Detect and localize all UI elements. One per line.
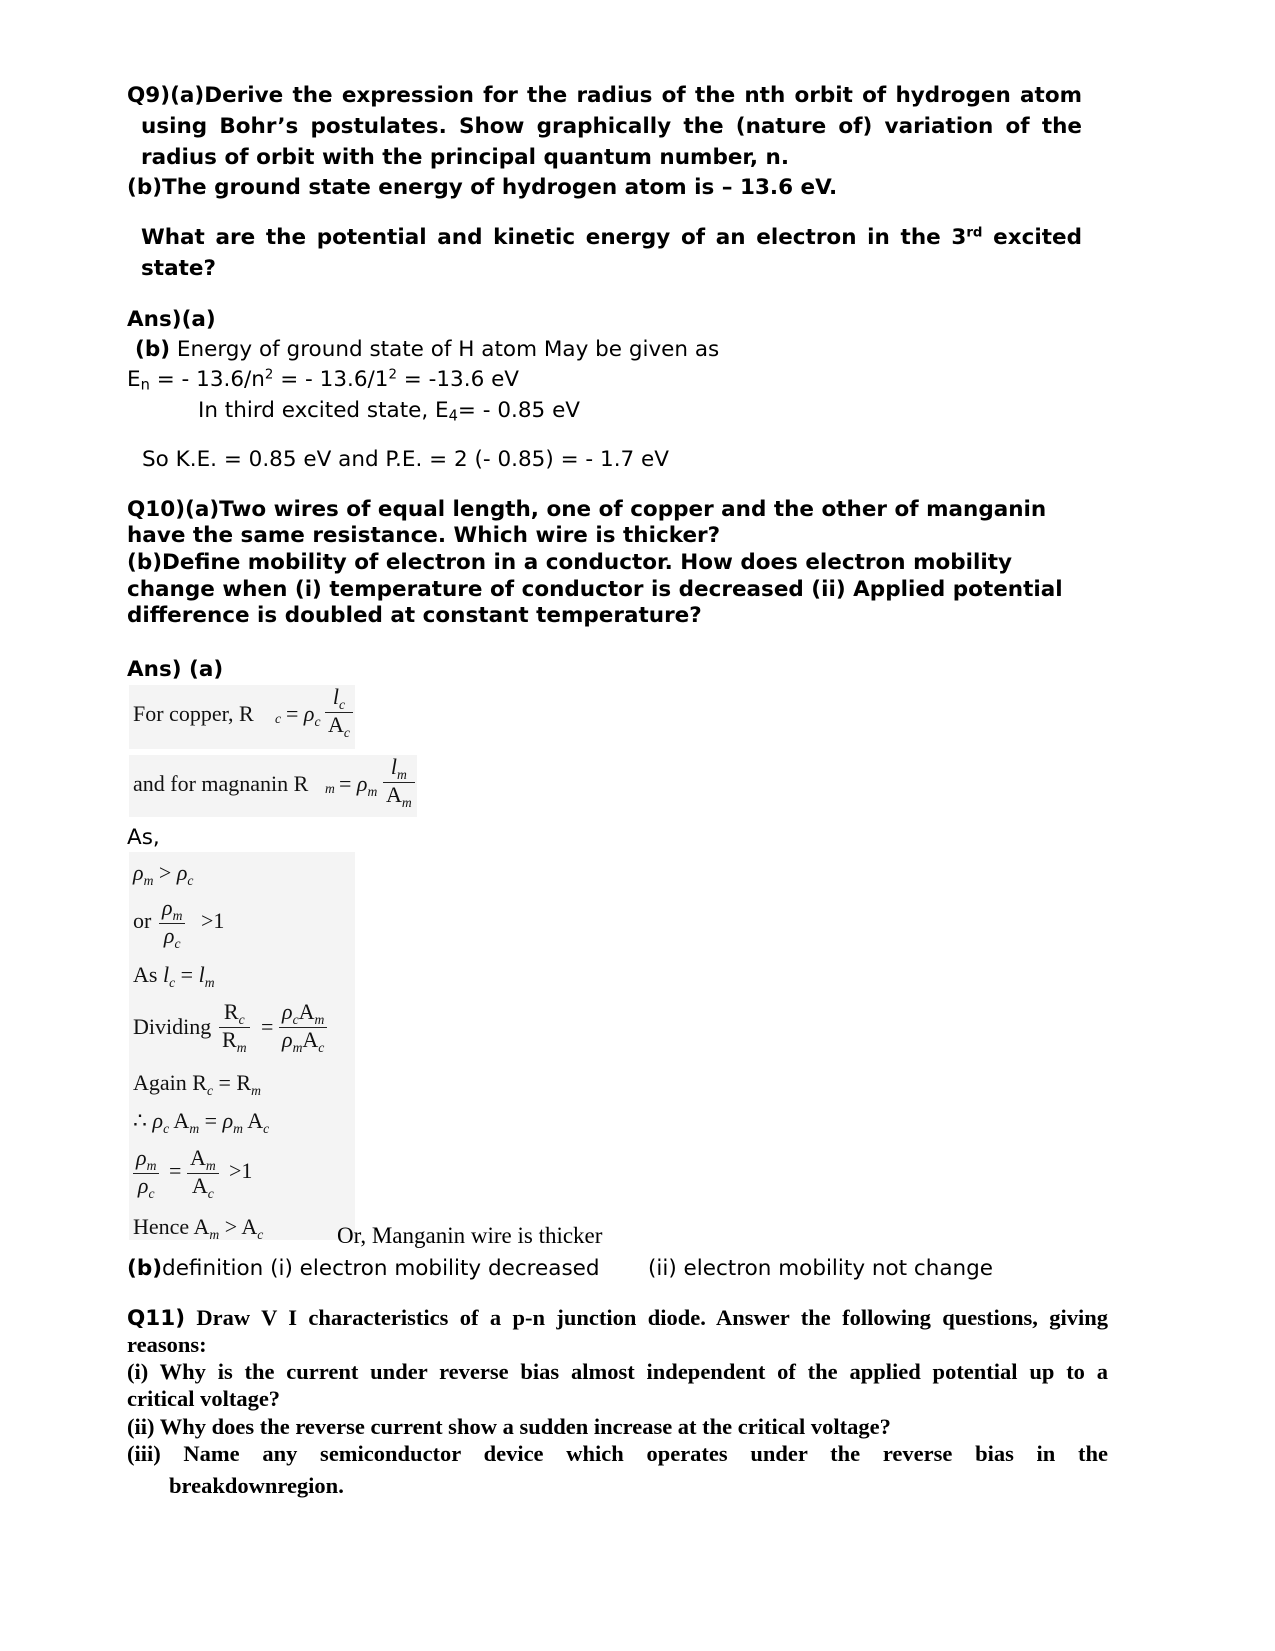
ans10-heading: Ans) (a) (127, 657, 224, 682)
dividing-label: Dividing (133, 1014, 212, 1039)
ans10-b-line (127, 1256, 600, 1281)
q10-line-1: Q10)(a)Two wires of equal length, one of copper and the other of manganin (127, 497, 1047, 522)
q9-line-5 (141, 225, 1082, 250)
q11-line-5: (ii) Why does the reverse current show a sudden increase at the critical voltage? (127, 1414, 891, 1439)
q9-ordinal-superscript: rd (966, 225, 983, 241)
gt-one-2: >1 (229, 1158, 253, 1183)
or-label: or (133, 908, 152, 933)
energy-part-3: = -13.6 eV (396, 367, 520, 392)
energy-subscript: n (140, 376, 150, 394)
q10-line-2: have the same resistance. Which wire is thicker? (127, 523, 721, 548)
rho-ratio-fraction: $\frac{\rho_m}{\rho_c}$ (159, 896, 185, 951)
rho-area-ratio: $\rho_cA_m$ $\rho_mA_c$ (279, 1000, 327, 1055)
ans10-as: As, (127, 825, 160, 850)
magnanin-label: and for magnanin R (133, 771, 309, 796)
copper-label: For copper, R (133, 701, 254, 726)
energy-sup-2: 2 (388, 367, 397, 383)
ans9-energy-equation (127, 367, 519, 394)
equals-4: = (169, 1158, 182, 1183)
energy-symbol: E (127, 367, 141, 392)
q10-line-4: change when (i) temperature of conductor is decreased (ii) Applied potential (127, 577, 1063, 602)
rho-ratio-fraction-2: $\frac{\rho_m}{\rho_c}$ (133, 1146, 159, 1201)
q9-line-1: Q9)(a)Derive the expression for the radius of the nth orbit of hydrogen atom (127, 83, 1082, 108)
q11-line-2: reasons: (127, 1332, 207, 1357)
q9-line-6: state? (141, 256, 216, 281)
equals-1: = $\rho_c$ (286, 701, 321, 729)
equals-3: = (261, 1014, 274, 1039)
manganin-thicker-note: Or, Manganin wire is thicker (337, 1223, 603, 1248)
ans9-b-line (135, 337, 719, 362)
energy-part-1: = - 13.6/n (149, 367, 265, 392)
q9-line-2: using Bohr’s postulates. Show graphically the (nature of) variation of the (141, 114, 1082, 139)
q10-line-5: difference is doubled at constant temperature? (127, 603, 702, 628)
ans10-b-label: (b) (127, 1256, 163, 1281)
equal-length-line: As $l_c = l_m$ (133, 962, 215, 990)
resistance-ratio: $\frac{R_c}{R_m}$ (219, 1000, 250, 1055)
equals-2: = $\rho_m$ (339, 771, 378, 799)
energy-part-2: = - 13.6/1 (273, 367, 389, 392)
q9-line-3: radius of orbit with the principal quantum number, n. (141, 145, 789, 170)
again-label: Again R (133, 1070, 207, 1095)
sub-m-1: m (325, 781, 335, 796)
q11-label: Q11) (127, 1306, 186, 1331)
copper-resistance-formula (129, 685, 355, 749)
as-label: As (133, 962, 163, 987)
gt-one-1: >1 (201, 908, 225, 933)
hence-line: Hence $A_m > A_c$ (133, 1214, 264, 1242)
ans9-third-excited (198, 398, 580, 425)
q9-line-5-end: excited (982, 225, 1082, 250)
third-excited-text: In third excited state, E (198, 398, 449, 423)
copper-fraction: $\frac{l_c}{A_c}$ (325, 685, 353, 740)
energy-sup-1: 2 (264, 367, 274, 383)
q11-line-7: breakdownregion. (169, 1473, 344, 1498)
ans9-b-text: Energy of ground state of H atom May be given as (170, 337, 720, 362)
ans10-b-text: definition (i) electron mobility decreased (162, 1256, 600, 1281)
third-excited-subscript: 4 (448, 407, 458, 425)
q11-line-4: critical voltage? (127, 1386, 281, 1411)
therefore-line: ∴ $\rho_c$ $A_m = \rho_m$ $A_c$ (133, 1108, 270, 1136)
hence-label: Hence A (133, 1214, 210, 1239)
magnanin-fraction: $\frac{l_m}{A_m}$ (383, 755, 415, 810)
q11-line-6: (iii) Name any semiconductor device which operates under the reverse bias in the (127, 1441, 1108, 1466)
ans9-ke-pe: So K.E. = 0.85 eV and P.E. = 2 (- 0.85) = - 1.7 eV (142, 447, 669, 472)
rho-inequality: $\rho_m > \rho_c$ (133, 860, 194, 888)
q10-line-3: (b)Define mobility of electron in a conductor. How does electron mobility (127, 550, 1013, 575)
magnanin-resistance-formula (129, 755, 417, 817)
third-excited-value: = - 0.85 eV (457, 398, 581, 423)
q9-line-4: (b)The ground state energy of hydrogen atom is – 13.6 eV. (127, 175, 838, 200)
ans10-b-ii: (ii) electron mobility not change (648, 1256, 994, 1281)
derivation-block (129, 852, 355, 1240)
q11-line-1-text: Draw V I characteristics of a p-n junction diode. Answer the following questions, giving (185, 1305, 1108, 1330)
q11-line-1 (127, 1305, 1108, 1331)
q11-line-3: (i) Why is the current under reverse bias almost independent of the applied potential up to a (127, 1359, 1108, 1384)
sub-c-1: c (275, 711, 282, 726)
ans9-b-label: (b) (135, 337, 171, 362)
ans9-heading: Ans)(a) (127, 307, 216, 332)
again-line: Again $R_c = R_m$ (133, 1070, 261, 1098)
q9-line-5-text: What are the potential and kinetic energy of an electron in the 3 (141, 225, 967, 250)
area-ratio-fraction: $\frac{A_m}{A_c}$ (187, 1146, 219, 1201)
